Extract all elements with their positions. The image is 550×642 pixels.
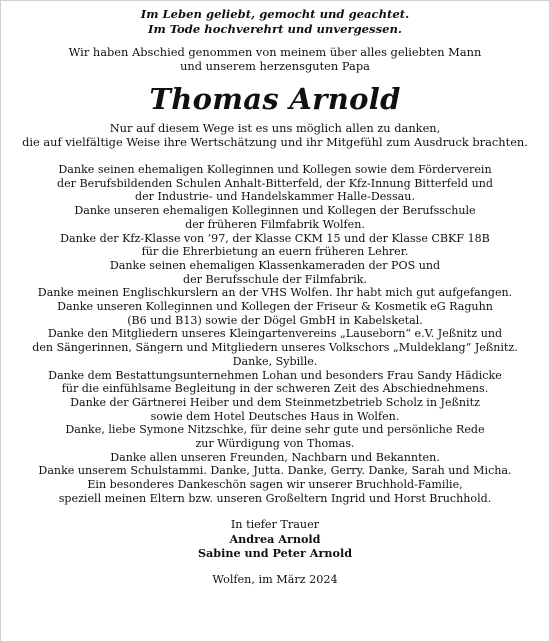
thanks-line: Danke seinen ehemaligen Klassenkameraden der POS und <box>109 258 441 272</box>
thanks-intro <box>6 121 544 149</box>
thanks-line: für die Ehrerbietung an euern früheren Lehrer. <box>141 245 409 259</box>
thanks-line: Danke, liebe Symone Nitzschke, für deine sehr gute und persönliche Rede <box>65 423 485 437</box>
thanks-line: für die einfühlsame Begleitung in der schweren Zeit des Abschiednehmens. <box>61 382 489 396</box>
thanks-line: Danke seinen ehemaligen Kolleginnen und Kollegen sowie dem Förderverein <box>58 163 492 176</box>
signer-name: Andrea Arnold <box>229 531 321 546</box>
place-and-date: Wolfen, im März 2024 <box>212 572 338 586</box>
thanks-line: den Sängerinnen, Sängern und Mitgliedern unseres Volkschors „Muldeklang“ Jeßnitz. <box>32 341 518 355</box>
thanks-line: der Industrie- und Handelskammer Halle-Dessau. <box>135 190 415 204</box>
obituary-notice <box>6 7 544 587</box>
thanks-line: Danke der Kfz-Klasse von ’97, der Klasse CKM 15 und der Klasse CBKF 18B <box>60 231 490 245</box>
intro-line: und unserem herzensguten Papa <box>180 59 370 73</box>
thanks-intro-line: die auf vielfältige Weise ihre Wertschätzung und ihr Mitgefühl zum Ausdruck brachten. <box>22 135 528 149</box>
thanks-line: sowie dem Hotel Deutsches Haus in Wolfen. <box>150 409 400 423</box>
thanks-line: Danke der Gärtnerei Heiber und dem Steinmetzbetrieb Scholz in Jeßnitz <box>70 395 480 409</box>
motto-line: Im Leben geliebt, gemocht und geachtet. <box>140 7 410 21</box>
thanks-line: der früheren Filmfabrik Wolfen. <box>185 217 365 231</box>
thanks-line: Danke unserem Schulstammi. Danke, Jutta. Danke, Gerry. Danke, Sarah und Micha. <box>38 464 512 478</box>
thanks-line: Danke allen unseren Freunden, Nachbarn und Bekannten. <box>110 450 440 464</box>
thanks-line: Danke dem Bestattungsunternehmen Lohan und besonders Frau Sandy Hädicke <box>48 368 502 382</box>
thanks-list <box>6 163 544 506</box>
thanks-line: Danke unseren ehemaligen Kolleginnen und Kollegen der Berufsschule <box>74 204 476 218</box>
thanks-line: Danke den Mitgliedern unseres Kleingartenvereins „Lauseborn“ e.V. Jeßnitz und <box>47 327 503 341</box>
thanks-line: der Berufsbildenden Schulen Anhalt-Bitterfeld, der Kfz-Innung Bitterfeld und <box>56 176 494 190</box>
motto <box>6 7 544 37</box>
thanks-line: speziell meinen Eltern bzw. unseren Großeltern Ingrid und Horst Bruchhold. <box>58 491 492 505</box>
signature-block <box>6 518 544 560</box>
thanks-line: Danke unseren Kolleginnen und Kollegen der Friseur & Kosmetik eG Raguhn <box>57 300 493 314</box>
thanks-line: Danke meinen Englischkurslern an der VHS Wolfen. Ihr habt mich gut aufgefangen. <box>37 286 513 300</box>
mourning-phrase: In tiefer Trauer <box>230 517 320 531</box>
thanks-line: der Berufsschule der Filmfabrik. <box>182 272 368 286</box>
deceased-name: Thomas Arnold <box>149 82 401 116</box>
signer-name: Sabine und Peter Arnold <box>197 545 353 560</box>
thanks-line: (B6 und B13) sowie der Dögel GmbH in Kabelsketal. <box>127 313 423 327</box>
thanks-line: Danke, Sybille. <box>232 354 318 368</box>
motto-line: Im Tode hochverehrt und unvergessen. <box>148 22 402 36</box>
intro-line: Wir haben Abschied genommen von meinem über alles geliebten Mann <box>68 45 482 59</box>
thanks-line: zur Würdigung von Thomas. <box>195 437 355 451</box>
thanks-intro-line: Nur auf diesem Wege ist es uns möglich allen zu danken, <box>109 121 441 135</box>
thanks-line: Ein besonderes Dankeschön sagen wir unserer Bruchhold-Familie, <box>87 478 463 492</box>
farewell-intro <box>6 45 544 73</box>
